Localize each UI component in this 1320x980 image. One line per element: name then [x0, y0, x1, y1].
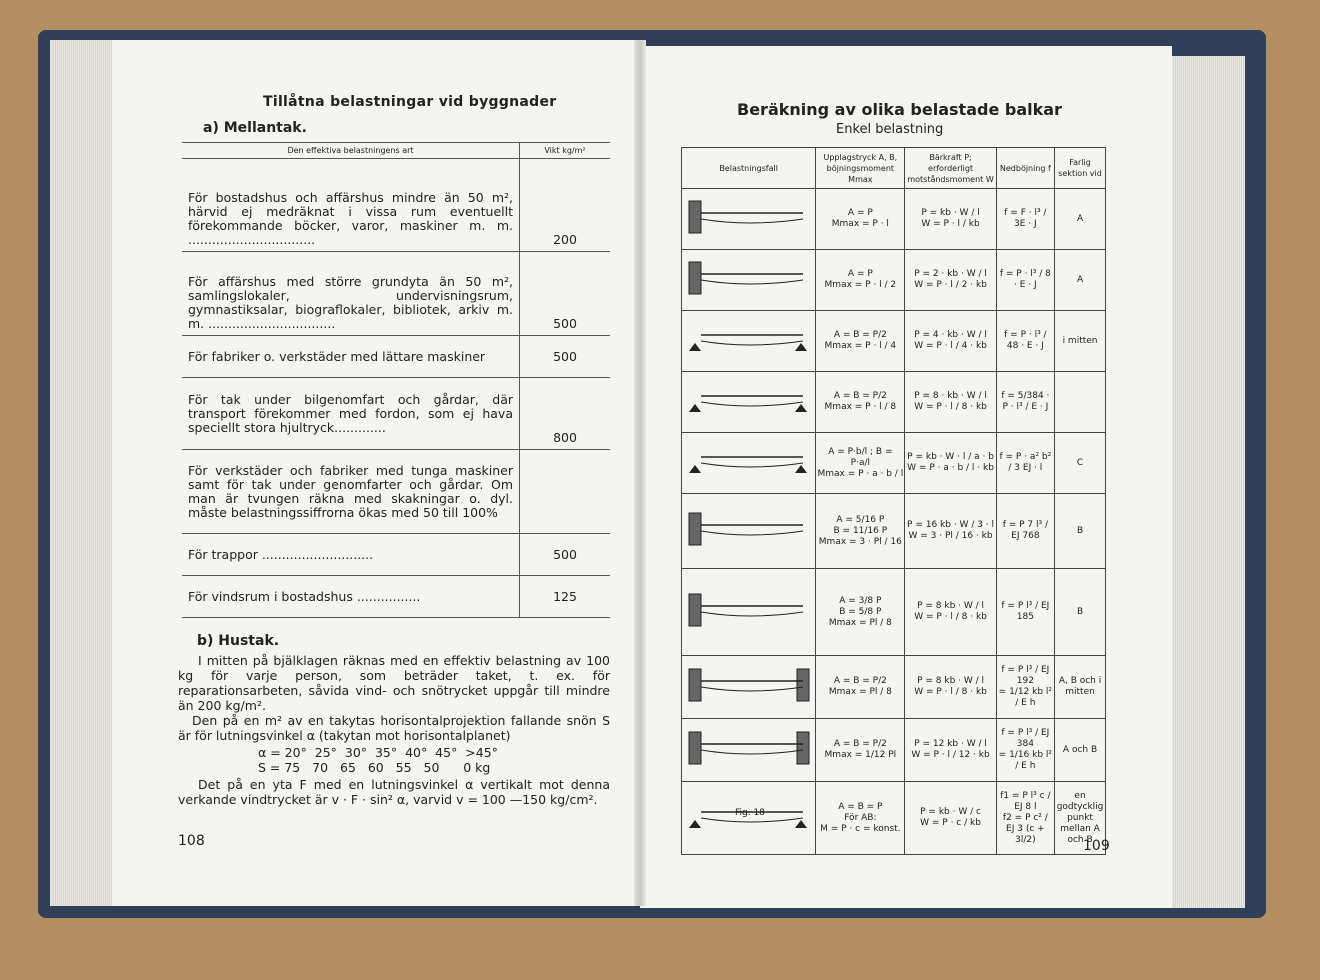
table-row — [682, 433, 1106, 494]
beam-diagram — [682, 433, 816, 494]
cell-section: A — [1055, 250, 1106, 311]
row-value: 800 — [520, 378, 611, 450]
paragraph-snow: Den på en m² av en takytas horisontalprojektion fallande snön S är för lutningsvinkel α (takytan mot horisontalplanet) — [178, 713, 610, 743]
cell-support: A = B = P För AB: M = P · c = konst. — [816, 782, 905, 855]
cell-capacity: P = 8 kb · W / l W = P · l / 8 · kb — [905, 569, 996, 656]
cell-deflection: f = P · l³ / 48 · E · J — [996, 311, 1054, 372]
cell-deflection: f = P · l³ / 8 · E · J — [996, 250, 1054, 311]
row-value — [520, 450, 611, 534]
left-page-title: Tillåtna belastningar vid byggnader — [263, 94, 557, 110]
cell-section: B — [1055, 494, 1106, 569]
row-desc: För affärshus med större grundyta än 50 m², samlingslokaler, undervisningsrum, gymnastiksalar, biograflokaler, bibliotek, arkiv m. m. ................................ — [182, 252, 520, 336]
cell-capacity: P = kb · W / l W = P · l / kb — [905, 189, 996, 250]
cell-section: C — [1055, 433, 1106, 494]
cell-capacity: P = 12 kb · W / l W = P · l / 12 · kb — [905, 719, 996, 782]
snow-angles: α = 20° 25° 30° 35° 40° 45° >45° — [258, 745, 498, 760]
table-row — [182, 450, 610, 534]
row-value: 125 — [520, 576, 611, 618]
cell-deflection: f = 5/384 · P · l³ / E · J — [996, 372, 1054, 433]
cell-support: A = P Mmax = P · l / 2 — [816, 250, 905, 311]
cell-section: A, B och i mitten — [1055, 656, 1106, 719]
table-row — [182, 252, 610, 336]
cell-capacity: P = kb · W / c W = P · c / kb — [905, 782, 996, 855]
beam-diagram — [682, 250, 816, 311]
row-value: 200 — [520, 159, 611, 252]
cell-deflection: f = P l³ / EJ 192 = 1/12 kb l² / E h — [996, 656, 1054, 719]
beam-diagram — [682, 189, 816, 250]
header-weight: Vikt kg/m² — [520, 143, 611, 159]
cell-support: A = B = P/2 Mmax = Pl / 8 — [816, 656, 905, 719]
beam-table — [681, 147, 1106, 855]
table-row — [682, 372, 1106, 433]
table-row — [682, 656, 1106, 719]
cell-deflection: f = P l³ / EJ 384 = 1/16 kb l² / E h — [996, 719, 1054, 782]
table-row — [682, 311, 1106, 372]
cell-capacity: P = 16 kb · W / 3 · l W = 3 · Pl / 16 · kb — [905, 494, 996, 569]
paragraph-persons: I mitten på bjälklagen räknas med en effektiv belastning av 100 kg för varje person, som beträder taket, t. ex. för reparationsarbeten, såvida vind- och snötrycket uppgår till mindre än 200 kg/m². — [178, 653, 610, 713]
right-page-subtitle: Enkel belastning — [836, 122, 944, 137]
cell-section: A — [1055, 189, 1106, 250]
cell-capacity: P = 8 · kb · W / l W = P · l / 8 · kb — [905, 372, 996, 433]
beam-diagram — [682, 719, 816, 782]
cell-support: A = B = P/2 Mmax = P · l / 8 — [816, 372, 905, 433]
left-page-number: 108 — [178, 833, 205, 849]
cell-capacity: P = kb · W · l / a · b W = P · a · b / l · kb — [905, 433, 996, 494]
header-section: Farlig sektion vid — [1055, 148, 1106, 189]
cell-section: en godtycklig punkt mellan A och B — [1055, 782, 1106, 855]
beam-diagram — [682, 372, 816, 433]
cell-deflection: f = P l³ / EJ 185 — [996, 569, 1054, 656]
cell-capacity: P = 8 kb · W / l W = P · l / 8 · kb — [905, 656, 996, 719]
beam-diagram — [682, 494, 816, 569]
table-row — [182, 534, 610, 576]
row-value: 500 — [520, 534, 611, 576]
header-load-case: Belastningsfall — [682, 148, 816, 189]
cell-section — [1055, 372, 1106, 433]
snow-loads: S = 75 70 65 60 55 50 0 kg — [258, 760, 491, 775]
table-row — [682, 569, 1106, 656]
table-row — [682, 189, 1106, 250]
table-row — [682, 719, 1106, 782]
left-page-edges — [50, 40, 120, 906]
right-page-title: Beräkning av olika belastade balkar — [737, 100, 1062, 119]
section-a-heading: a) Mellantak. — [203, 120, 307, 136]
row-desc: För verkstäder och fabriker med tunga maskiner samt för tak under genomfarter och gårdar. Om man är tvungen räkna med skakningar o. dyl. måste belastningssiffrorna ökas med 50 till 100% — [182, 450, 520, 534]
table-row — [182, 378, 610, 450]
beam-diagram — [682, 311, 816, 372]
table-row — [182, 576, 610, 618]
table-row — [182, 336, 610, 378]
cell-section: i mitten — [1055, 311, 1106, 372]
cell-section: B — [1055, 569, 1106, 656]
header-load-type: Den effektiva belastningens art — [182, 143, 520, 159]
cell-deflection: f = F · l³ / 3E · J — [996, 189, 1054, 250]
cell-capacity: P = 2 · kb · W / l W = P · l / 2 · kb — [905, 250, 996, 311]
row-desc: För bostadshus och affärshus mindre än 50 m², härvid ej medräknat i vissa rum eventuellt förekommande böcker, varor, maskiner m. m. ................................ — [182, 159, 520, 252]
cell-support: A = 5/16 P B = 11/16 P Mmax = 3 · Pl / 16 — [816, 494, 905, 569]
book-gutter — [634, 40, 646, 906]
right-page-number: 109 — [1083, 838, 1110, 854]
row-desc: För vindsrum i bostadshus ................ — [182, 576, 520, 618]
cell-support: A = P Mmax = P · l — [816, 189, 905, 250]
section-b-heading: b) Hustak. — [197, 633, 280, 649]
beam-diagram — [682, 782, 816, 855]
cell-support: A = 3/8 P B = 5/8 P Mmax = Pl / 8 — [816, 569, 905, 656]
row-desc: För trappor ............................ — [182, 534, 520, 576]
beam-diagram — [682, 569, 816, 656]
cell-section: A och B — [1055, 719, 1106, 782]
cell-capacity: P = 4 · kb · W / l W = P · l / 4 · kb — [905, 311, 996, 372]
cell-deflection: f1 = P l³ c / EJ 8 l f2 = P c² / EJ 3 (c + 3l/2) — [996, 782, 1054, 855]
table-row — [682, 782, 1106, 855]
load-table-header — [182, 143, 610, 159]
row-desc: För tak under bilgenomfart och gårdar, där transport förekommer med fordon, som ej hava speciellt stora hjultryck............. — [182, 378, 520, 450]
paragraph-wind: Det på en yta F med en lutningsvinkel α vertikalt mot denna verkande vindtrycket är v · F · sin² α, varvid v = 100 —150 kg/cm². — [178, 777, 610, 807]
header-support: Upplagstryck A, B, böjningsmoment Mmax — [816, 148, 905, 189]
table-row — [182, 159, 610, 252]
cell-deflection: f = P · a² b² / 3 EJ · l — [996, 433, 1054, 494]
cell-deflection: f = P 7 l³ / EJ 768 — [996, 494, 1054, 569]
row-value: 500 — [520, 336, 611, 378]
figure-label: Fig. 18 — [735, 808, 765, 818]
header-capacity: Bärkraft P; erforderligt motståndsmoment W — [905, 148, 996, 189]
beam-table-header — [682, 148, 1106, 189]
cell-support: A = B = P/2 Mmax = P · l / 4 — [816, 311, 905, 372]
row-desc: För fabriker o. verkstäder med lättare maskiner — [182, 336, 520, 378]
cell-support: A = B = P/2 Mmax = 1/12 Pl — [816, 719, 905, 782]
beam-diagram — [682, 656, 816, 719]
header-deflection: Nedböjning f — [996, 148, 1054, 189]
cell-support: A = P·b/l ; B = P·a/l Mmax = P · a · b / l — [816, 433, 905, 494]
load-table — [182, 142, 610, 618]
table-row — [682, 250, 1106, 311]
row-value: 500 — [520, 252, 611, 336]
table-row — [682, 494, 1106, 569]
